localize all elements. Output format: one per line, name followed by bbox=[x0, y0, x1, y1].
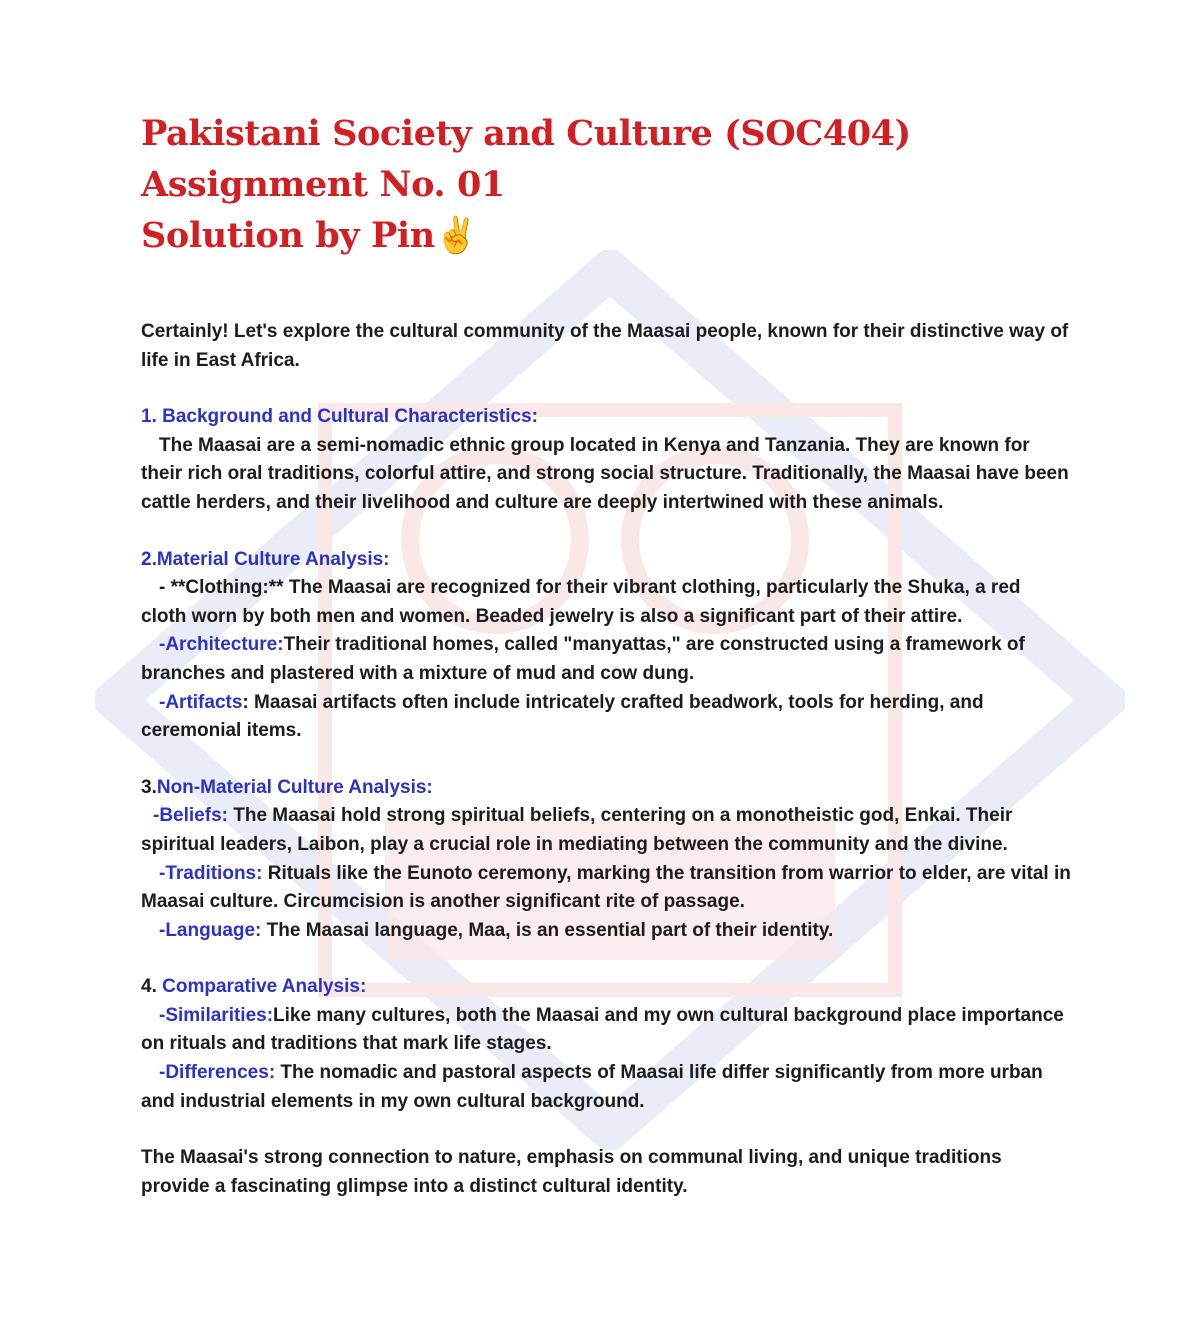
clothing-item: - **Clothing:** The Maasai are recognized for their vibrant clothing, particularly the Shuka, a red cloth worn by both men and women. Beaded jewelry is also a significant part of their attire. bbox=[141, 577, 1021, 627]
traditions-text: Rituals like the Eunoto ceremony, marking the transition from warrior to elder, are vital in Maasai culture. Circumcision is another significant rite of passage. bbox=[141, 862, 1071, 913]
section-material-number: 2. bbox=[141, 548, 157, 570]
artifacts-label: -Artifacts bbox=[159, 691, 243, 713]
title-course: Pakistani Society and Culture (SOC404) bbox=[141, 113, 911, 154]
title-solution bbox=[141, 210, 911, 261]
differences-label: -Differences: bbox=[159, 1062, 276, 1084]
section-comparative-number: 4. bbox=[141, 976, 163, 998]
section-non-material-heading: Non-Material Culture Analysis: bbox=[156, 776, 433, 798]
similarities-label: -Similarities: bbox=[159, 1004, 274, 1026]
beliefs-text: The Maasai hold strong spiritual beliefs, centering on a monotheistic god, Enkai. Their spiritual leaders, Laibon, play a crucial role in mediating between the community and the divine. bbox=[141, 805, 1013, 855]
beliefs-label: -Beliefs: bbox=[153, 805, 228, 827]
section-non-material bbox=[141, 774, 1071, 946]
section-material bbox=[141, 546, 1071, 746]
section-background-heading: 1. Background and Cultural Characteristics: bbox=[141, 406, 538, 428]
language-text: The Maasai language, Maa, is an essential part of their identity. bbox=[261, 919, 834, 941]
title-assignment: Assignment No. 01 bbox=[141, 164, 505, 205]
differences-text: The nomadic and pastoral aspects of Maasai life differ significantly from more urban and industrial elements in my own cultural background. bbox=[141, 1062, 1043, 1112]
section-non-material-number: 3. bbox=[141, 776, 157, 798]
document-body bbox=[141, 318, 1071, 1229]
section-background-text: The Maasai are a semi-nomadic ethnic group located in Kenya and Tanzania. They are known for their rich oral traditions, colorful attire, and strong social structure. Traditionally, the Maasai have been cattle herders, and their livelihood and culture are deeply intertwined with these animals. bbox=[141, 434, 1069, 513]
artifacts-text: : Maasai artifacts often include intricately crafted beadwork, tools for herding, and ceremonial items. bbox=[141, 691, 984, 742]
victory-hand-icon: ✌ bbox=[434, 215, 479, 256]
traditions-label: -Traditions: bbox=[159, 862, 263, 884]
architecture-text: Their traditional homes, called "manyattas," are constructed using a framework of branches and plastered with a mixture of mud and cow dung. bbox=[141, 634, 1025, 684]
conclusion-paragraph: The Maasai's strong connection to nature, emphasis on communal living, and unique traditions provide a fascinating glimpse into a distinct cultural identity. bbox=[141, 1147, 1002, 1197]
section-material-heading: Material Culture Analysis: bbox=[156, 548, 390, 570]
section-background bbox=[141, 403, 1071, 517]
language-label: -Language: bbox=[159, 919, 262, 941]
intro-paragraph: Certainly! Let's explore the cultural community of the Maasai people, known for their distinctive way of life in East Africa. bbox=[141, 321, 1069, 371]
section-comparative bbox=[141, 973, 1071, 1116]
title-solution-text: Solution by Pin bbox=[141, 215, 435, 256]
similarities-text: Like many cultures, both the Maasai and my own cultural background place importance on rituals and traditions that mark life stages. bbox=[141, 1004, 1064, 1055]
document-title-block bbox=[141, 108, 911, 261]
section-comparative-heading: Comparative Analysis: bbox=[162, 976, 367, 998]
architecture-label: -Architecture: bbox=[159, 634, 284, 656]
